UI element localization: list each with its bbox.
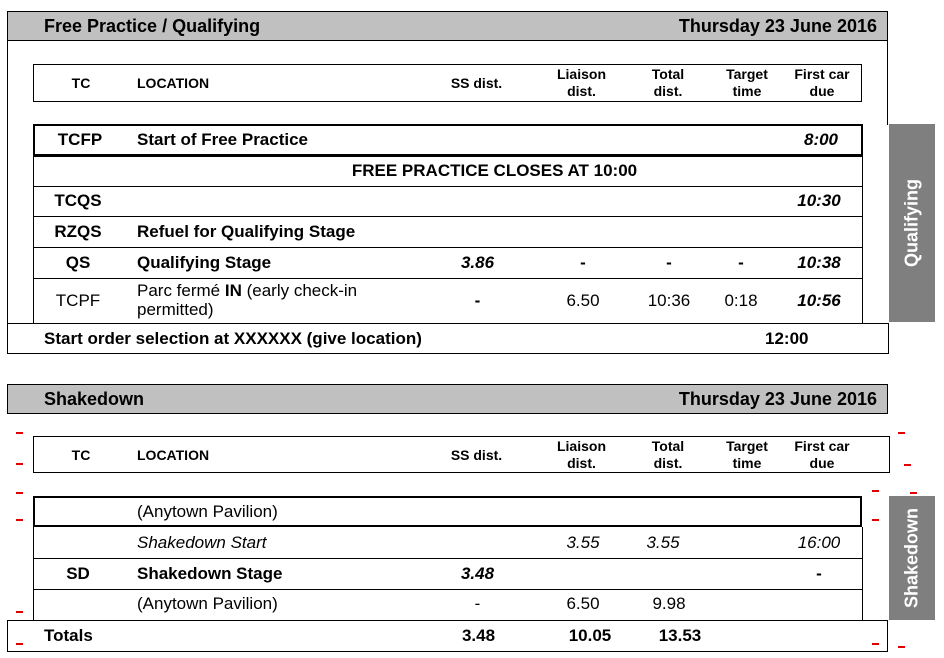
- revision-marker: [16, 611, 23, 613]
- section1-header: [7, 11, 888, 41]
- row-liaison: 6.50: [566, 291, 600, 310]
- row-location: (Anytown Pavilion): [137, 594, 278, 613]
- col-target: Target time: [726, 66, 768, 99]
- table-row: [33, 124, 863, 156]
- col-target: Target time: [726, 438, 768, 471]
- totals-total: 13.53: [658, 626, 702, 645]
- revision-marker: [872, 519, 879, 521]
- row-location: Parc fermé IN (early check-in permitted): [137, 281, 358, 319]
- row-liaison: 6.50: [566, 594, 600, 613]
- row-tc: RZQS: [54, 222, 102, 241]
- section2-totals: [7, 620, 888, 652]
- row-location: Shakedown Stage: [137, 564, 283, 583]
- start-order-time: 12:00: [765, 329, 809, 348]
- row-tc: QS: [65, 253, 91, 272]
- row-tc: TCFP: [57, 130, 103, 149]
- row-ss: -: [474, 291, 481, 310]
- row-tc: TCPF: [55, 291, 101, 310]
- shakedown-tab: Shakedown: [889, 496, 935, 620]
- section2-title: Shakedown: [44, 389, 145, 409]
- row-total: 9.98: [652, 594, 686, 613]
- row-due: 10:56: [797, 291, 841, 310]
- revision-marker: [16, 463, 23, 465]
- col-due: First car due: [794, 66, 850, 99]
- revision-marker: [898, 432, 905, 434]
- row-due: 8:00: [803, 130, 839, 149]
- section1-right-border: [887, 41, 888, 125]
- row-due: 10:38: [797, 253, 841, 272]
- section1-column-header: [33, 64, 862, 102]
- col-ss-dist: SS dist.: [450, 75, 503, 91]
- section2-header: [7, 384, 888, 414]
- row-ss: -: [474, 594, 481, 613]
- section1-date: Thursday 23 June 2016: [678, 16, 877, 36]
- row-location: (Anytown Pavilion): [137, 502, 278, 521]
- col-total: Total dist.: [651, 438, 685, 471]
- row-total: 10:36: [647, 291, 691, 310]
- row-total: 3.55: [646, 533, 680, 552]
- revision-marker: [910, 492, 917, 494]
- col-ss-dist: SS dist.: [450, 447, 503, 463]
- row-ss: 3.86: [460, 253, 495, 272]
- section2-column-header: [33, 436, 890, 473]
- row-due: 10:30: [797, 191, 841, 210]
- row-tc: SD: [66, 564, 90, 583]
- start-order-label: Start order selection at XXXXXX (give location): [44, 329, 422, 348]
- revision-marker: [16, 492, 23, 494]
- revision-marker: [898, 646, 905, 648]
- section1-footer: [7, 323, 889, 354]
- row-due: -: [816, 564, 822, 583]
- practice-closes-banner: FREE PRACTICE CLOSES AT 10:00: [351, 161, 638, 180]
- revision-marker: [872, 643, 879, 645]
- section1-title: Free Practice / Qualifying: [44, 16, 261, 36]
- section1-left-border: [7, 41, 8, 324]
- col-location: LOCATION: [137, 75, 210, 91]
- row-location: Refuel for Qualifying Stage: [137, 222, 356, 241]
- revision-marker: [16, 519, 23, 521]
- row-liaison: -: [580, 253, 586, 272]
- col-due: First car due: [794, 438, 850, 471]
- col-liaison: Liaison dist.: [556, 438, 606, 471]
- totals-ss: 3.48: [461, 626, 496, 645]
- row-due: 16:00: [797, 533, 841, 552]
- col-total: Total dist.: [651, 66, 685, 99]
- col-location: LOCATION: [137, 447, 210, 463]
- table-row: [33, 496, 862, 527]
- col-liaison: Liaison dist.: [556, 66, 606, 99]
- row-target: -: [738, 253, 744, 272]
- row-target: 0:18: [724, 291, 758, 310]
- revision-marker: [16, 643, 23, 645]
- revision-marker: [872, 490, 879, 492]
- revision-marker: [904, 464, 911, 466]
- row-location: Start of Free Practice: [137, 130, 309, 149]
- row-ss: 3.48: [460, 564, 495, 583]
- section2-date: Thursday 23 June 2016: [678, 389, 877, 409]
- row-location: Shakedown Start: [137, 533, 267, 552]
- revision-marker: [16, 432, 23, 434]
- totals-liaison: 10.05: [568, 626, 612, 645]
- col-tc: TC: [71, 447, 91, 463]
- row-location: Qualifying Stage: [137, 253, 272, 272]
- row-total: -: [666, 253, 672, 272]
- section2-table: [33, 496, 863, 621]
- row-tc: TCQS: [54, 191, 102, 210]
- col-tc: TC: [71, 75, 91, 91]
- totals-label: Totals: [44, 626, 93, 645]
- row-liaison: 3.55: [566, 533, 600, 552]
- qualifying-tab: Qualifying: [889, 124, 935, 322]
- section1-table: [33, 124, 863, 324]
